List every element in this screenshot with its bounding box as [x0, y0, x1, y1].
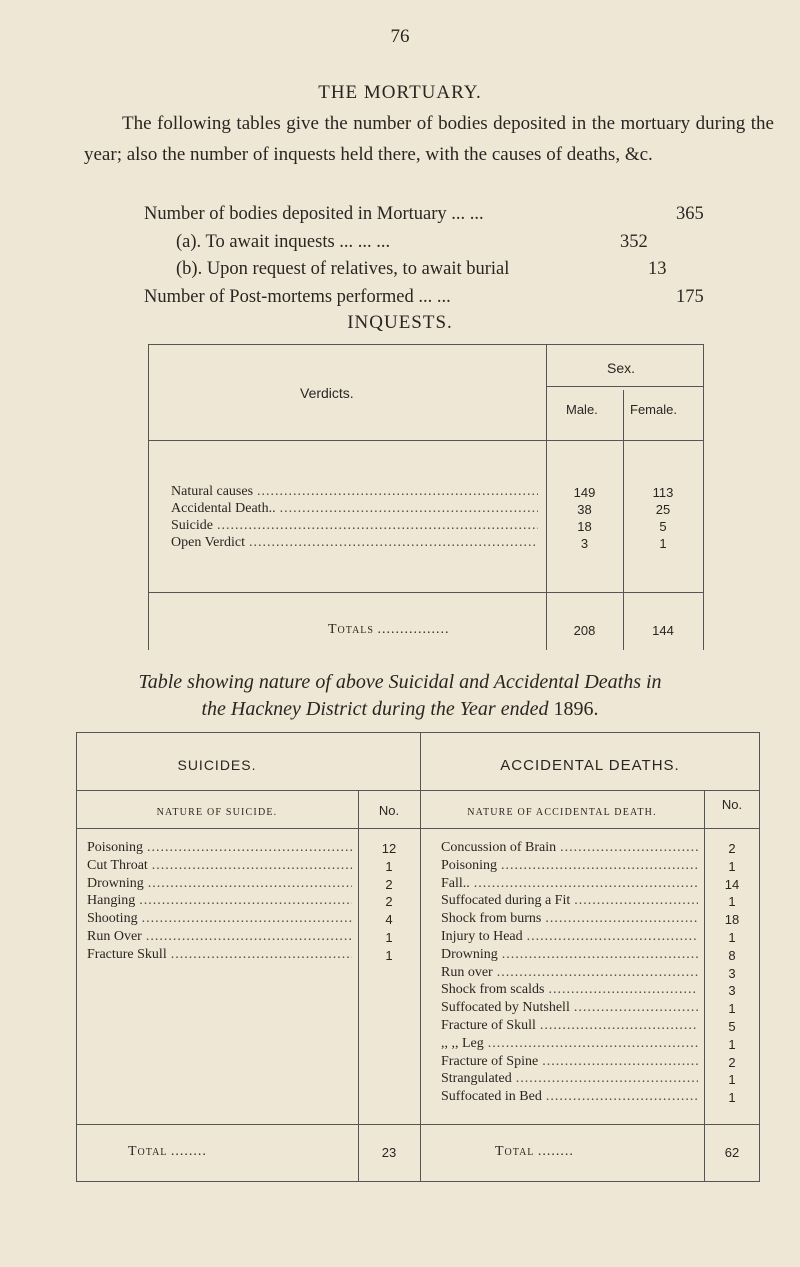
inq-sex-rule	[546, 386, 703, 387]
dot-leader	[139, 893, 352, 909]
accident-row	[441, 1054, 698, 1070]
accident-nature: Drowning	[441, 946, 498, 962]
accident-total-row	[495, 1144, 574, 1160]
male-count: 3	[580, 536, 589, 551]
dot-leader	[516, 1071, 698, 1087]
suicide-row	[87, 929, 352, 945]
suicide-row	[87, 876, 352, 892]
male-count: 38	[577, 502, 592, 517]
verdict-label: Accidental Death..	[171, 501, 276, 516]
suicide-row	[87, 893, 352, 909]
stat-await-value: 352	[620, 232, 648, 252]
accident-count: 3	[728, 983, 736, 999]
accident-nature: Suffocated by Nutshell	[441, 1000, 570, 1016]
suicide-row	[87, 840, 352, 856]
stat-bodies-label: Number of bodies deposited in Mortuary ... ...	[144, 204, 484, 224]
dot-leader	[540, 1018, 698, 1034]
suicide-nature: Drowning	[87, 875, 144, 891]
accident-no-header: No.	[721, 797, 743, 812]
suicide-row	[87, 947, 352, 963]
accident-count: 1	[728, 1090, 736, 1106]
accident-total-label: Total	[495, 1144, 535, 1159]
accident-nature: Concussion of Brain	[441, 840, 557, 855]
inquest-row	[171, 484, 538, 500]
accident-nature: Fracture of Skull	[441, 1018, 536, 1033]
dot-leader	[497, 965, 698, 981]
accidental-header: ACCIDENTAL DEATHS.	[500, 757, 680, 774]
suicide-no-header: No.	[378, 803, 400, 818]
suicide-nature: Hanging	[87, 893, 136, 909]
page-number: 76	[390, 26, 410, 47]
deaths-bottom-rule	[76, 1181, 760, 1182]
stat-postmortem-label: Number of Post-mortems performed ... ...	[144, 287, 451, 307]
accident-count: 18	[724, 912, 740, 928]
male-count: 18	[577, 519, 592, 534]
suicide-nature: Fracture Skull	[87, 946, 167, 962]
accident-row	[441, 893, 698, 909]
accident-nature: Fracture of Spine	[441, 1053, 539, 1069]
suicide-nature: Shooting	[87, 911, 138, 927]
deaths-top-rule	[76, 732, 760, 733]
suicide-count: 1	[385, 947, 393, 963]
inq-right-rule	[703, 344, 704, 650]
accident-nature: Suffocated during a Fit	[441, 893, 571, 909]
verdict-label: Open Verdict	[171, 535, 245, 550]
stat-relatives-label: (b). Upon request of relatives, to await burial	[176, 259, 510, 279]
accident-nature: Poisoning	[441, 857, 498, 873]
inq-left-rule	[148, 344, 149, 650]
inq-totals-female: 144	[652, 623, 674, 638]
accident-nature: Injury to Head	[441, 929, 523, 944]
dot-leader	[217, 518, 538, 534]
accident-count: 14	[724, 876, 740, 892]
caption-line-2-text: the Hackney District during the Year ended	[201, 698, 549, 720]
accident-count: 2	[728, 841, 736, 856]
inquests-title: INQUESTS.	[347, 312, 453, 333]
suicides-header: SUICIDES.	[177, 757, 257, 773]
dot-leader	[280, 501, 538, 517]
dot-leader	[171, 947, 352, 963]
dot-leader	[249, 535, 538, 551]
dot-leader	[546, 1089, 698, 1105]
male-count: 149	[573, 485, 596, 500]
intro-paragraph	[84, 108, 774, 170]
deaths-center-rule	[420, 732, 421, 1182]
dot-leader	[257, 484, 538, 500]
inquest-row	[171, 535, 538, 551]
accident-total-leader: ........	[537, 1144, 574, 1159]
verdict-label: Suicide	[171, 518, 213, 533]
accident-nature: Strangulated	[441, 1071, 512, 1087]
stat-await-label: (a). To await inquests ... ... ...	[176, 232, 391, 252]
verdicts-header: Verdicts.	[300, 385, 354, 401]
suicide-count: 12	[381, 841, 397, 856]
accident-count: 1	[728, 930, 736, 945]
inq-totals-label: Totals	[328, 622, 374, 637]
accident-row	[441, 911, 698, 927]
sex-header: Sex.	[607, 360, 636, 376]
suicide-count: 1	[385, 858, 393, 874]
page-title: THE MORTUARY.	[318, 82, 482, 103]
accident-count: 2	[728, 1054, 736, 1070]
caption-year: 1896.	[553, 698, 599, 720]
accident-nature: Suffocated in Bed	[441, 1089, 542, 1105]
accident-row	[441, 947, 698, 963]
accident-row	[441, 1036, 698, 1052]
dot-leader	[542, 1054, 698, 1070]
accident-count: 5	[728, 1019, 736, 1034]
suicide-count: 4	[385, 912, 393, 928]
inq-head-rule	[148, 440, 704, 441]
accident-nature-header: NATURE OF ACCIDENTAL DEATH.	[467, 807, 657, 818]
accident-row	[441, 1018, 698, 1034]
dot-leader	[548, 982, 698, 998]
female-count: 5	[659, 519, 667, 534]
accident-row	[441, 876, 698, 892]
accident-nature: Run over	[441, 964, 493, 980]
intro-text: The following tables give the number of bodies deposited in the mortuary during the year; also the number of inquests held there, with the causes of deaths, &c.	[84, 113, 774, 165]
inq-totals-male: 208	[573, 623, 596, 638]
accident-count: 1	[728, 858, 736, 874]
stat-relatives-value: 13	[648, 259, 667, 279]
accident-count: 1	[728, 1036, 736, 1052]
inquest-row	[171, 518, 538, 534]
female-header: Female.	[630, 402, 677, 417]
female-count: 1	[659, 536, 667, 551]
female-count: 113	[652, 485, 674, 500]
suicide-total-value: 23	[381, 1145, 397, 1160]
accident-total-value: 62	[724, 1145, 740, 1160]
dot-leader	[146, 929, 352, 945]
accident-count: 1	[728, 894, 736, 910]
suicide-nature: Run Over	[87, 929, 142, 944]
accident-row	[441, 982, 698, 998]
female-count: 25	[655, 502, 671, 517]
accident-row	[441, 965, 698, 981]
accident-row	[441, 1089, 698, 1105]
suicide-count: 1	[385, 930, 393, 945]
dot-leader	[152, 858, 352, 874]
dot-leader	[574, 1000, 698, 1016]
accident-count: 1	[728, 1001, 736, 1017]
accident-row	[441, 1000, 698, 1016]
accident-count: 8	[728, 947, 736, 963]
stat-postmortem-value: 175	[676, 287, 704, 307]
suicide-total-row	[128, 1144, 207, 1160]
accident-row	[441, 1071, 698, 1087]
suicide-count: 2	[385, 894, 393, 910]
deaths-left-rule	[76, 732, 77, 1182]
suicide-nature-header: NATURE OF SUICIDE.	[156, 807, 278, 818]
deaths-total-rule	[76, 1124, 760, 1125]
suicide-row	[87, 911, 352, 927]
dot-leader	[148, 876, 352, 892]
dot-leader	[488, 1036, 698, 1052]
inq-top-rule	[148, 344, 704, 345]
accident-nature: Fall..	[441, 875, 470, 891]
caption-line-2	[0, 698, 800, 721]
suicide-nature: Cut Throat	[87, 857, 148, 873]
suicide-row	[87, 858, 352, 874]
accident-row	[441, 858, 698, 874]
stat-bodies-value: 365	[676, 204, 704, 224]
dot-leader	[545, 911, 698, 927]
male-header: Male.	[566, 402, 598, 417]
inq-total-rule	[148, 592, 704, 593]
inq-totals-leader: ................	[377, 622, 450, 637]
accident-row	[441, 929, 698, 945]
verdict-label: Natural causes	[171, 484, 254, 499]
dot-leader	[502, 947, 698, 963]
dot-leader	[501, 858, 698, 874]
dot-leader	[147, 840, 352, 856]
deaths-header-rule	[76, 790, 760, 791]
dot-leader	[574, 893, 698, 909]
dot-leader	[142, 911, 352, 927]
dot-leader	[474, 876, 698, 892]
suicide-total-label: Total	[128, 1144, 168, 1159]
accident-count: 3	[728, 965, 736, 981]
accident-count: 1	[728, 1072, 736, 1088]
caption-line-1: Table showing nature of above Suicidal and Accidental Deaths in	[138, 671, 662, 693]
accident-nature: Shock from scalds	[441, 982, 545, 998]
suicide-nature: Poisoning	[87, 840, 144, 855]
suicide-total-leader: ........	[170, 1144, 207, 1159]
inquest-row	[171, 501, 538, 517]
accident-nature: ,, ,, Leg	[441, 1035, 484, 1051]
dot-leader	[560, 840, 698, 856]
accident-nature: Shock from burns	[441, 911, 542, 927]
deaths-subheader-rule	[76, 828, 760, 829]
dot-leader	[527, 929, 698, 945]
inq-totals-row	[328, 622, 449, 638]
accident-row	[441, 840, 698, 856]
suicide-count: 2	[385, 876, 393, 892]
